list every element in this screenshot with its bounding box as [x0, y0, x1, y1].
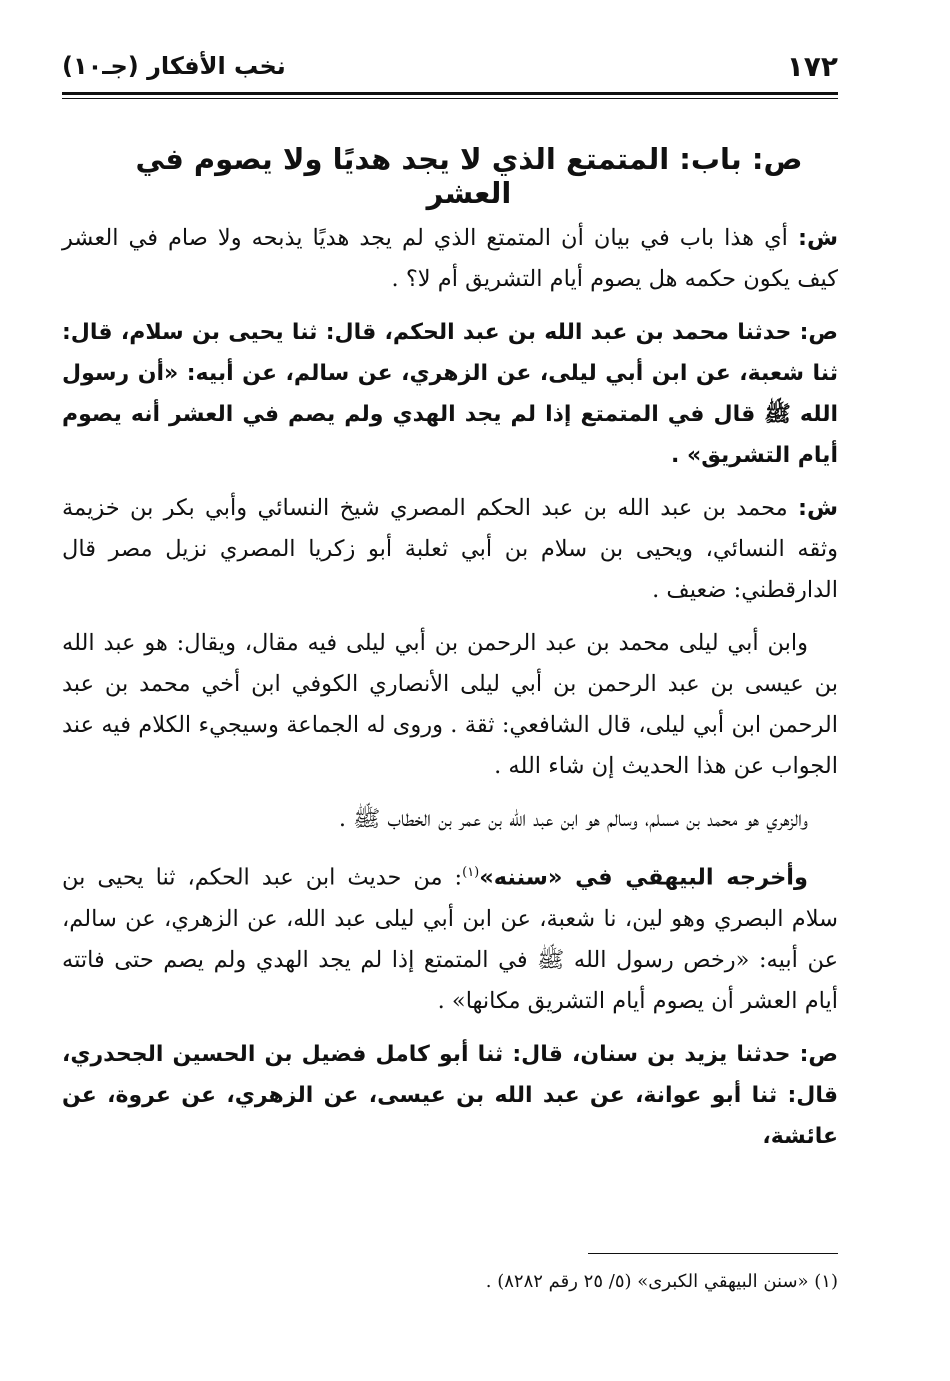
footnote-rule — [588, 1253, 838, 1254]
paragraph-lead: ش: — [797, 225, 838, 251]
paragraph-lead: ص: — [799, 1041, 838, 1067]
paragraph-text: حدثنا يزيد بن سنان، قال: ثنا أبو كامل فضيل بن الحسين الجحدري، قال: ثنا أبو عوانة، عن عبد الله بن عيسى، عن الزهري، عن عروة، عن عائشة، — [62, 1041, 838, 1149]
running-title: نخب الأفكار (جـ١٠) — [62, 52, 286, 80]
paragraph-zuhri-note — [62, 799, 838, 840]
page-number: ١٧٢ — [786, 50, 838, 83]
paragraph-text: : من حديث ابن عبد الحكم، ثنا يحيى بن سلام البصري وهو لين، نا شعبة، عن ابن أبي ليلى عبد الله، عن الزهري، عن سالم، عن أبيه: «رخص رسول الله ﷺ في المتمتع إذا لم يجد الهدي ولم يصم حتى فاتته أيام العشر أن يصوم أيام التشريق مكانها» . — [62, 864, 838, 1014]
paragraph-lead: ص: — [799, 320, 838, 345]
body-text — [62, 218, 838, 1169]
paragraph-text: والزهري هو محمد بن مسلم، وسالم هو ابن عبد الله بن عمر بن الخطاب ﷺ . — [338, 806, 808, 832]
paragraph-narrator-note — [62, 623, 838, 787]
paragraph-commentary-1 — [62, 218, 838, 300]
paragraph-hadith-2 — [62, 1034, 838, 1157]
paragraph-text: محمد بن عبد الله بن عبد الحكم المصري شيخ النسائي وأبي بكر بن خزيمة وثقه النسائي، ويحيى بن سلام بن أبي ثعلبة أبو زكريا المصري نزيل مصر قال الدارقطني: ضعيف . — [62, 495, 838, 603]
paragraph-bayhaqi — [62, 852, 838, 1022]
paragraph-lead: ش: — [797, 495, 838, 521]
paragraph-lead: وأخرجه البيهقي في «سننه» — [479, 864, 808, 891]
header-rule — [62, 92, 838, 95]
paragraph-text: حدثنا محمد بن عبد الله بن عبد الحكم، قال: ثنا يحيى بن سلام، قال: ثنا شعبة، عن ابن أبي ليلى، عن الزهري، عن سالم، عن أبيه: «أن رسول الله ﷺ قال في المتمتع إذا لم يجد الهدي ولم يصم في العشر أنه يصوم أيام التشريق» . — [62, 320, 838, 468]
paragraph-hadith-1 — [62, 312, 838, 476]
paragraph-text: وابن أبي ليلى محمد بن عبد الرحمن بن أبي ليلى فيه مقال، ويقال: هو عبد الله بن عيسى بن عبد الرحمن بن أبي ليلى الأنصاري الكوفي ابن أخي محمد بن عبد الرحمن ابن أبي ليلى، قال الشافعي: ثقة . وروى له الجماعة وسيجيء الكلام فيه عند الجواب عن هذا الحديث إن شاء الله . — [62, 630, 838, 779]
footnote-reference[interactable]: (١) — [462, 865, 480, 880]
paragraph-commentary-2 — [62, 488, 838, 611]
chapter-heading: ص: باب: المتمتع الذي لا يجد هديًا ولا يصوم في العشر — [135, 142, 803, 210]
footnote: (١) «سنن البيهقي الكبرى» (٥/ ٢٥ رقم ٨٢٨٢) . — [485, 1271, 838, 1292]
paragraph-text: أي هذا باب في بيان أن المتمتع الذي لم يجد هديًا يذبحه ولا صام في العشر كيف يكون حكمه هل يصوم أيام التشريق أم لا؟ . — [62, 225, 838, 292]
running-header — [62, 50, 838, 92]
header-rule-thin — [62, 98, 838, 99]
